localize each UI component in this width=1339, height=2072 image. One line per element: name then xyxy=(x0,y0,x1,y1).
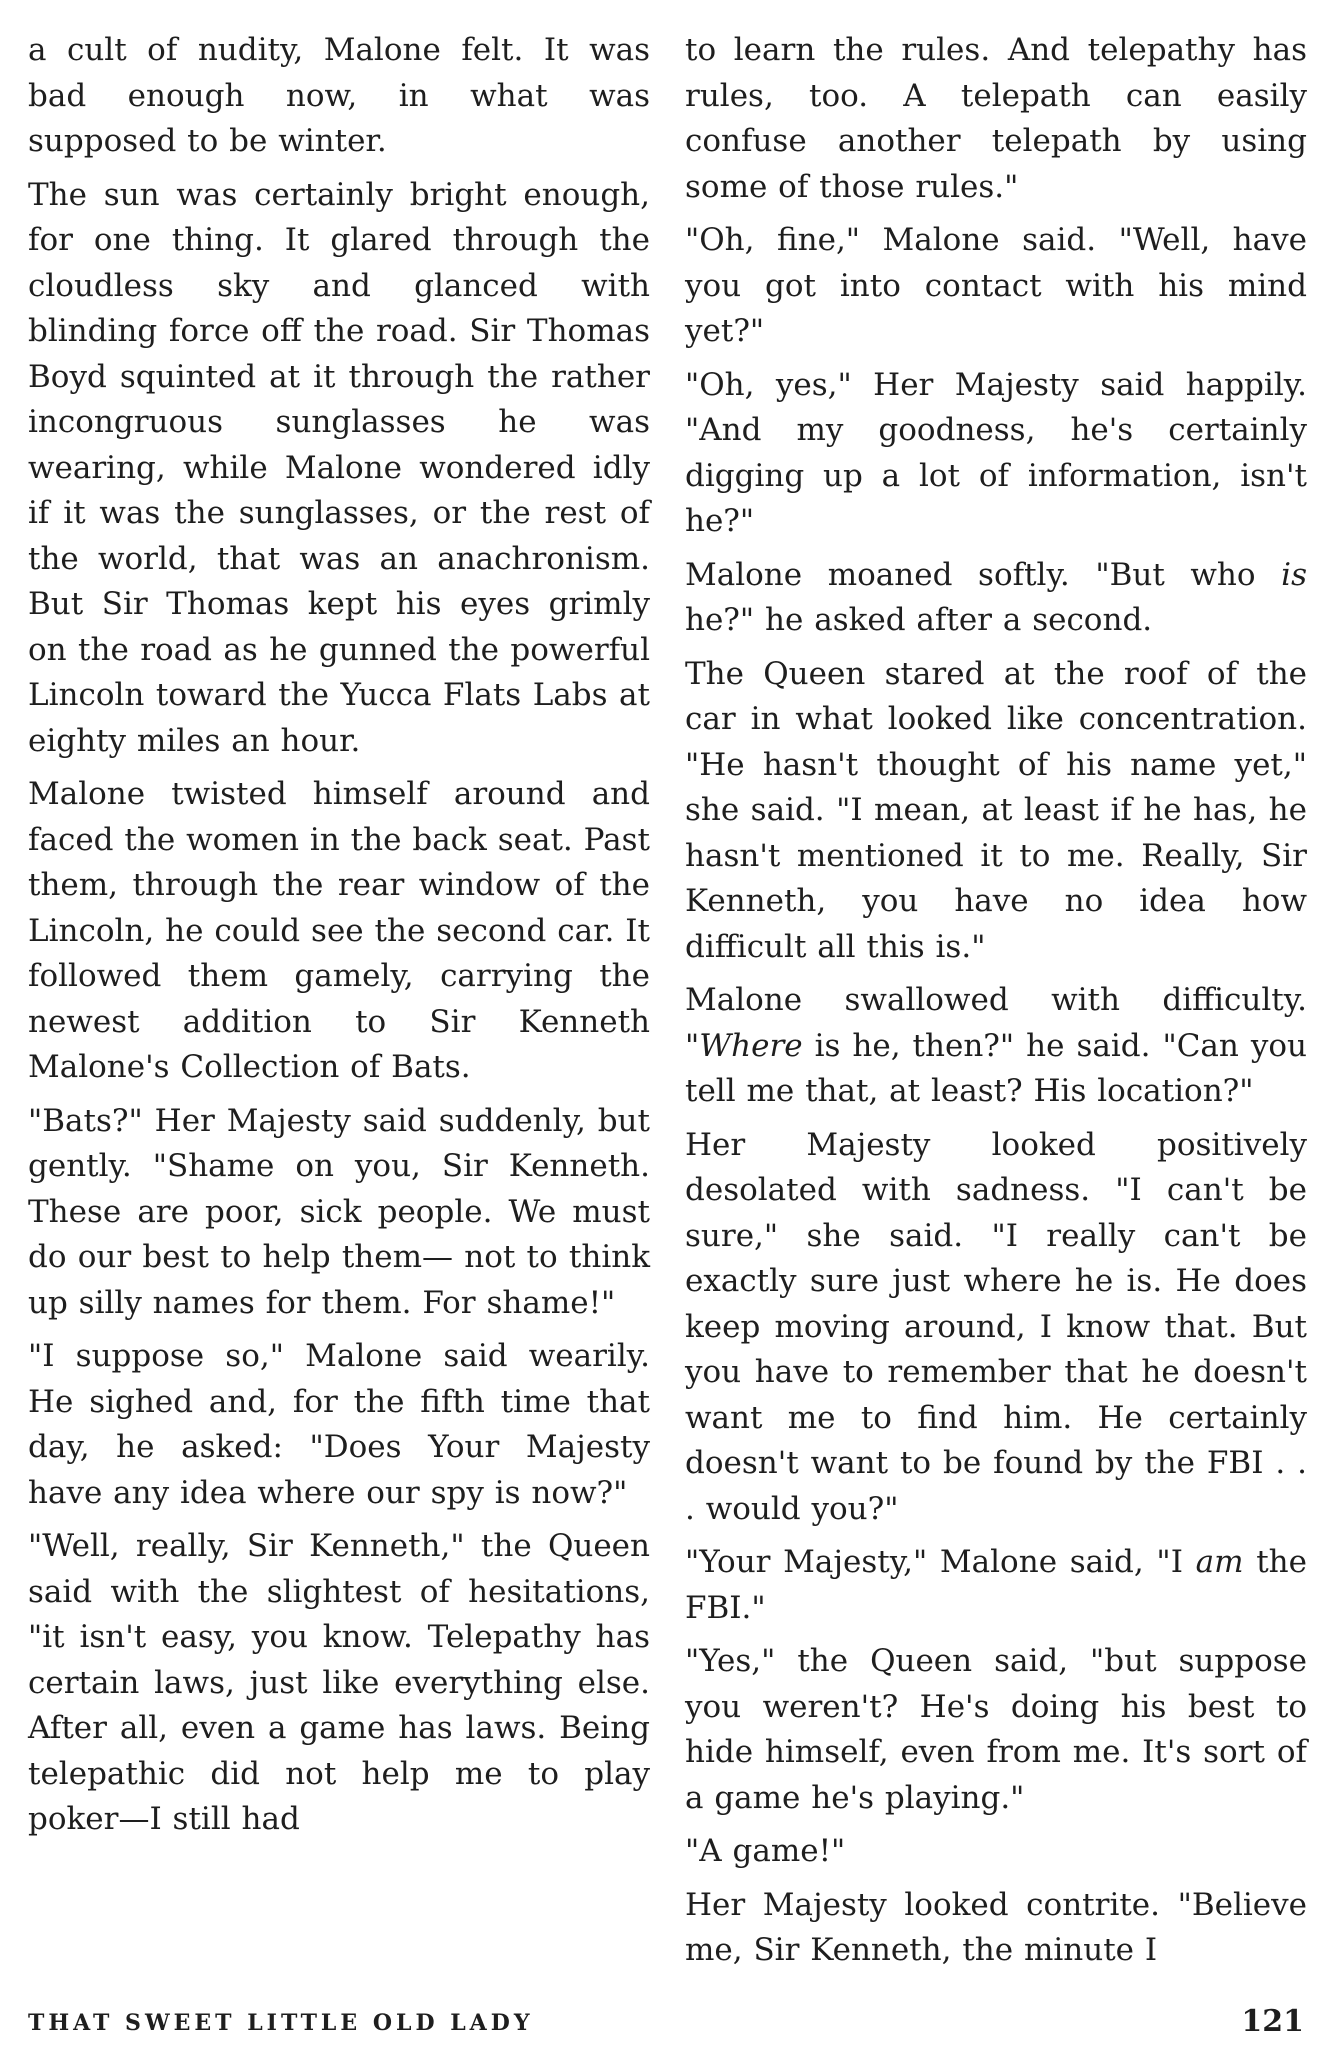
paragraph: Her Majesty looked contrite. "Believe me, Sir Kenneth, the minute I xyxy=(685,1886,1307,1968)
paragraph xyxy=(685,978,1307,1115)
paragraph: "Oh, yes," Her Majesty said happily. "And my goodness, he's certainly digging up a lot of information, isn't he?" xyxy=(685,366,1307,539)
italic-emphasis: am xyxy=(1195,1544,1244,1580)
paragraph xyxy=(685,1540,1307,1631)
running-title: THAT SWEET LITTLE OLD LADY xyxy=(28,2010,534,2036)
paragraph: The Queen stared at the roof of the car in what looked like concentration. "He hasn't thought of his name yet," she said. "I mean, at least if he has, he hasn't mentioned it to me. Really, Sir Kenneth, you have no idea how difficult all this is." xyxy=(685,655,1307,965)
italic-emphasis: is xyxy=(1281,556,1307,593)
paragraph: "Bats?" Her Majesty said suddenly, but gently. "Shame on you, Sir Kenneth. These are poor, sick people. We must do our best to help them— not to think up silly names for them. For shame!" xyxy=(28,1102,650,1321)
page-footer xyxy=(28,2004,1304,2050)
right-column xyxy=(685,28,1307,1982)
paragraph-text: is he, then?" he said. "Can you tell me that, at least? His location?" xyxy=(685,1027,1307,1109)
paragraph xyxy=(685,553,1307,644)
paragraph-text: he?" he asked after a second. xyxy=(685,602,1153,638)
page-number: 121 xyxy=(1241,2004,1304,2039)
paragraph: "I suppose so," Malone said wearily. He sighed and, for the fifth time that day, he asked: "Does Your Majesty have any idea where our spy is now?" xyxy=(28,1338,650,1511)
paragraph: "Yes," the Queen said, "but suppose you weren't? He's doing his best to hide himself, even from me. It's sort of a game he's playing." xyxy=(685,1643,1307,1816)
left-column xyxy=(28,28,650,1851)
paragraph: The sun was certainly bright enough, for one thing. It glared through the cloudless sky and glanced with blinding force off the road. Sir Thomas Boyd squinted at it through the rather incongruous sunglasses he was wearing, while Malone wondered idly if it was the sunglasses, or the rest of the world, that was an anachronism. But Sir Thomas kept his eyes grimly on the road as he gunned the powerful Lincoln toward the Yucca Flats Labs at eighty miles an hour. xyxy=(28,176,650,759)
paragraph: Malone twisted himself around and faced the women in the back seat. Past them, through the rear window of the Lincoln, he could see the second car. It followed them gamely, carrying the newest addition to Sir Kenneth Malone's Collection of Bats. xyxy=(28,776,650,1085)
paragraph: "Oh, fine," Malone said. "Well, have you got into contact with his mind yet?" xyxy=(685,222,1307,349)
paragraph: "Well, really, Sir Kenneth," the Queen said with the slightest of hesitations, "it isn't easy, you know. Telepathy has certain laws, just like everything else. After all, even a game has laws. Being telepathic did not help me to play poker—I still had xyxy=(28,1528,650,1837)
paragraph: a cult of nudity, Malone felt. It was bad enough now, in what was supposed to be winter. xyxy=(28,32,650,159)
paragraph-text: Malone moaned softly. "But who xyxy=(685,556,1282,593)
paragraph-text: the FBI." xyxy=(685,1544,1307,1626)
paragraph: to learn the rules. And telepathy has rules, too. A telepath can easily confuse another telepath by using some of those rules." xyxy=(685,32,1307,205)
paragraph-text: "Your Majesty," Malone said, "I xyxy=(685,1544,1196,1580)
paragraph: Her Majesty looked positively desolated with sadness. "I can't be sure," she said. "I really can't be exactly sure just where he is. He does keep moving around, I know that. But you have to remember that he doesn't want me to find him. He certainly doesn't want to be found by the FBI . . . would you?" xyxy=(685,1126,1307,1527)
paragraph: "A game!" xyxy=(685,1833,846,1869)
italic-emphasis: Where xyxy=(699,1027,803,1064)
paragraph-text: Malone swallowed with difficulty. " xyxy=(685,982,1307,1064)
